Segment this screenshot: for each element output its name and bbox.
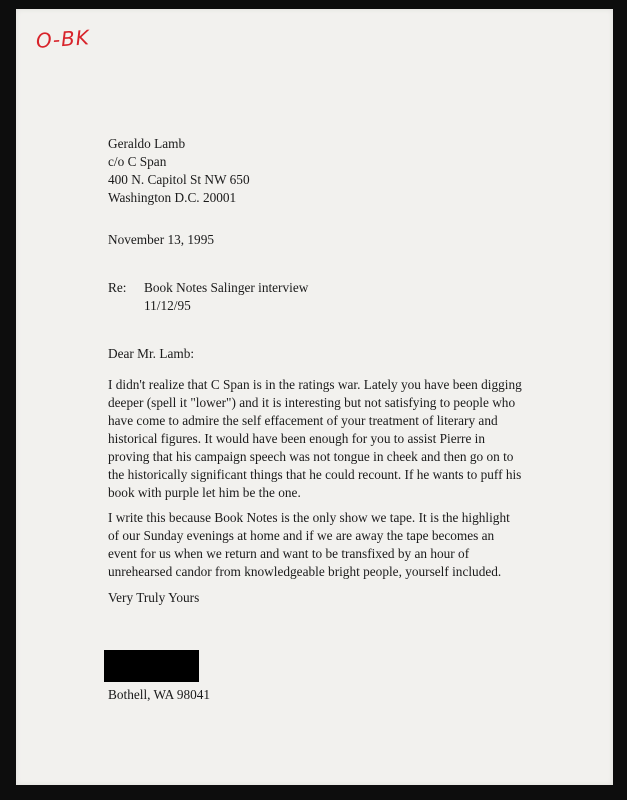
salutation: Dear Mr. Lamb: (108, 346, 195, 361)
body-paragraph-2 (108, 509, 528, 581)
closing: Very Truly Yours (108, 590, 200, 605)
letter-page (16, 9, 613, 785)
paragraph-line: have come to admire the self effacement of your treatment of literary and (108, 413, 498, 428)
recipient-name: Geraldo Lamb (108, 136, 186, 151)
paragraph-line: deeper (spell it "lower") and it is interesting but not satisfying to people who (108, 395, 516, 410)
recipient-street: 400 N. Capitol St NW 650 (108, 172, 250, 187)
writer-location: Bothell, WA 98041 (108, 687, 211, 702)
recipient-city: Washington D.C. 20001 (108, 190, 237, 205)
subject-line (108, 279, 308, 315)
body-paragraph-1 (108, 376, 528, 502)
paragraph-line: I write this because Book Notes is the only show we tape. It is the highlight (108, 510, 510, 525)
re-subject: Book Notes Salinger interview (144, 280, 309, 295)
re-date: 11/12/95 (144, 298, 191, 313)
paragraph-line: proving that his campaign speech was not tongue in cheek and then go on to (108, 449, 514, 464)
recipient-address (108, 135, 250, 207)
handwritten-mark: O-BK (35, 25, 91, 53)
paragraph-line: I didn't realize that C Span is in the ratings war. Lately you have been digging (108, 377, 522, 392)
paragraph-line: historical figures. It would have been enough for you to assist Pierre in (108, 431, 486, 446)
paragraph-line: unrehearsed candor from knowledgeable bright people, yourself included. (108, 564, 502, 579)
re-label: Re: (108, 280, 127, 295)
paragraph-line: the historically significant things that he could recount. If he wants to puff his (108, 467, 522, 482)
paragraph-line: event for us when we return and want to be transfixed by an hour of (108, 546, 470, 561)
recipient-care-of: c/o C Span (108, 154, 167, 169)
paragraph-line: book with purple let him be the one. (108, 485, 301, 500)
redacted-signature (104, 650, 199, 682)
letter-date: November 13, 1995 (108, 232, 214, 247)
paragraph-line: of our Sunday evenings at home and if we are away the tape becomes an (108, 528, 495, 543)
